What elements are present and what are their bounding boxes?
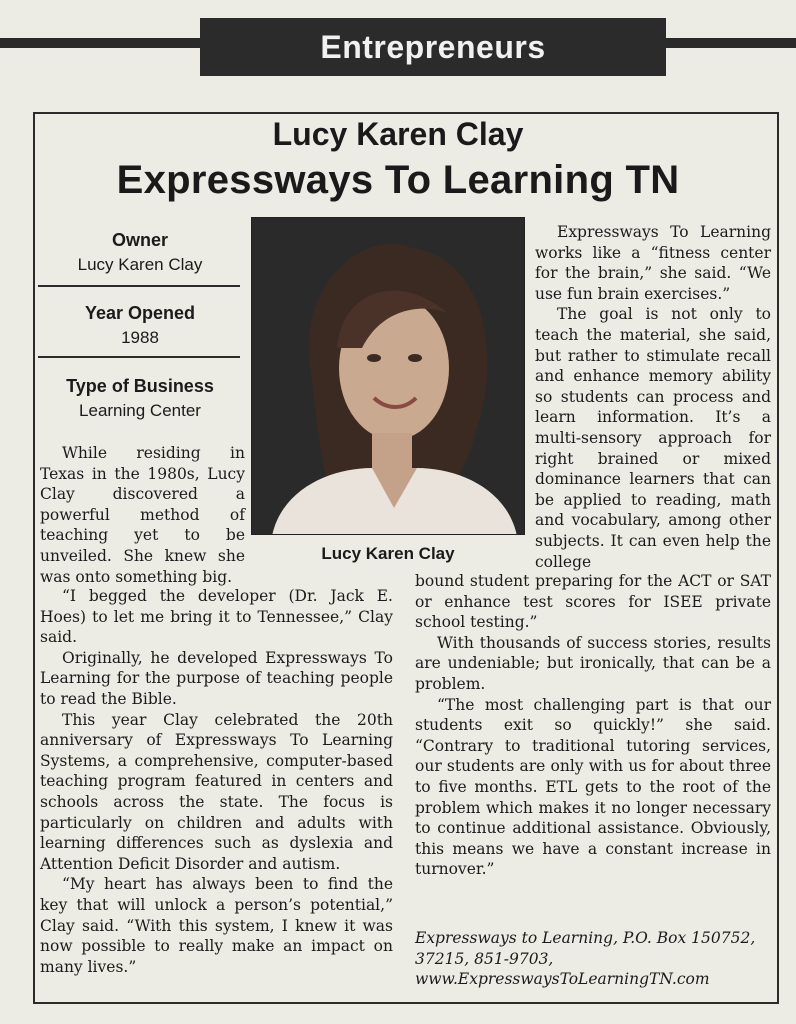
paragraph: Originally, he developed Expressways To Learning for the purpose of teaching people to read the Bible. <box>40 648 393 708</box>
article-column-left <box>40 586 393 977</box>
paragraph: bound student preparing for the ACT or SAT or enhance test scores for ISEE private school testing.” <box>415 572 771 632</box>
photo-caption: Lucy Karen Clay <box>321 544 455 563</box>
fact-business-type <box>40 376 240 421</box>
article-column-left-top <box>40 443 245 587</box>
paragraph: “I begged the developer (Dr. Jack E. Hoes) to let me bring it to Tennessee,” Clay said. <box>40 587 393 647</box>
fact-value: 1988 <box>121 328 159 347</box>
fact-owner <box>40 230 240 275</box>
fact-label: Type of Business <box>66 376 214 396</box>
paragraph: With thousands of success stories, results are undeniable; but ironically, that can be a problem. <box>415 633 771 693</box>
divider <box>38 356 240 358</box>
business-headline: Expressways To Learning TN <box>116 158 680 202</box>
divider <box>38 285 240 287</box>
contact-address: Expressways to Learning, P.O. Box 150752, <box>415 929 756 947</box>
paragraph: While residing in Texas in the 1980s, Lucy Clay discovered a powerful method of teaching yet to be unveiled. She knew she was onto something big. <box>40 444 245 586</box>
section-title: Entrepreneurs <box>320 28 546 65</box>
owner-headline: Lucy Karen Clay <box>272 116 524 152</box>
fact-year-opened <box>40 303 240 348</box>
paragraph: “My heart has always been to find the key that will unlock a person’s potential,” Clay said. “With this system, I knew it was now possible to really make an impact on many lives.” <box>40 875 393 976</box>
fact-value: Learning Center <box>79 401 201 420</box>
article-column-right-top <box>535 222 771 572</box>
paragraph: The goal is not only to teach the material, she said, but rather to stimulate recall and enhance memory ability so students can process and learn information. It’s a multi-sensory approach for right brained or mixed dominance learners that can be applied to reading, math and vocabulary, among other subjects. It can even help the college <box>535 305 771 571</box>
portrait-illustration <box>252 218 525 535</box>
paragraph: Expressways To Learning works like a “fitness center for the brain,” she said. “We use fun brain exercises.” <box>535 223 771 303</box>
contact-zip-phone: 37215, 851-9703, <box>415 949 554 968</box>
fact-value: Lucy Karen Clay <box>77 255 203 274</box>
fact-label: Owner <box>111 230 168 250</box>
fact-label: Year Opened <box>84 303 196 323</box>
paragraph: This year Clay celebrated the 20th anniversary of Expressways To Learning Systems, a comprehensive, computer-based teaching program featured in centers and schools across the state. The focus is particularly on children and adults with learning differences such as dyslexia and Attention Deficit Disorder and autism. <box>40 710 393 873</box>
article-column-right <box>415 571 771 880</box>
portrait-photo <box>251 217 525 535</box>
contact-website-link[interactable]: www.ExpresswaysToLearningTN.com <box>415 970 710 989</box>
paragraph: “The most challenging part is that our students exit so quickly!” she said. “Contrary to traditional tutoring services, our students are only with us for about three to five months. ETL gets to the root of the problem which makes it no longer necessary to continue additional assistance. Obviously, this means we have a constant increase in turnover.” <box>415 695 771 879</box>
contact-info <box>415 928 777 990</box>
section-tab <box>200 18 666 76</box>
